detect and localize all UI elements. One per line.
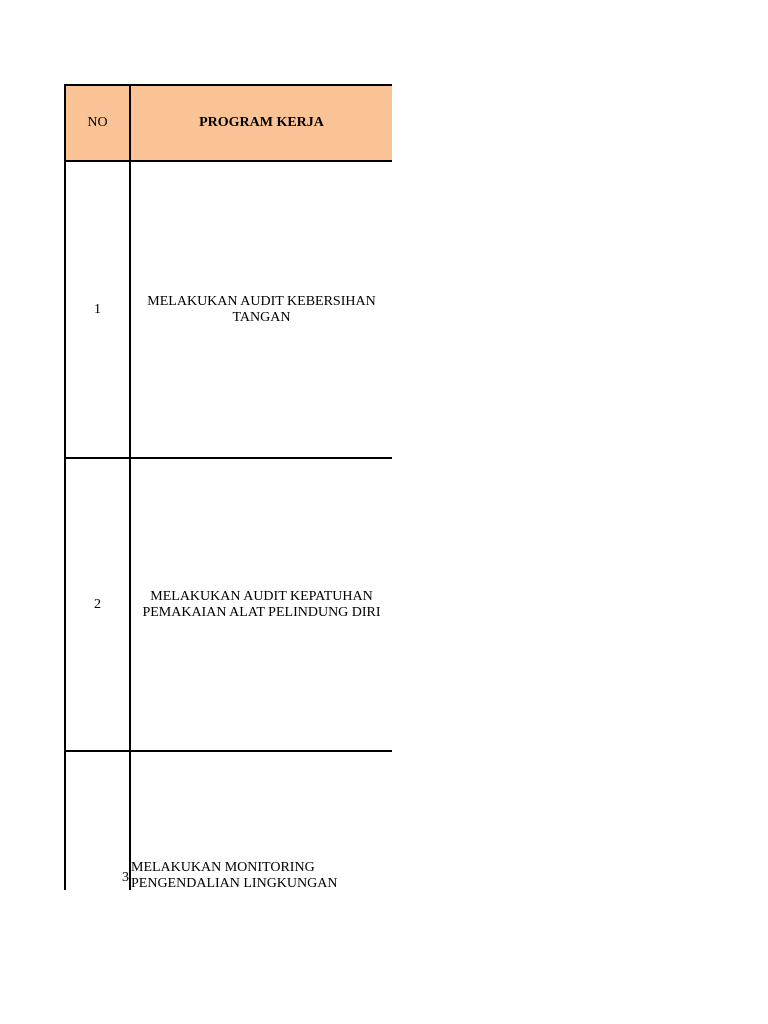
program-text: MELAKUKAN AUDIT KEBERSIHAN TANGAN: [147, 293, 376, 325]
spreadsheet-page: [64, 84, 392, 890]
table-header-row: [65, 85, 392, 161]
program-text: MELAKUKAN AUDIT KEPATUHAN PEMAKAIAN ALAT PELINDUNG DIRI: [142, 588, 381, 620]
column-header-no: NO: [65, 85, 130, 161]
row-number: 2: [65, 458, 130, 751]
table-row: [65, 161, 392, 458]
program-cell: [130, 751, 392, 890]
program-cell: [130, 161, 392, 458]
work-program-table: [64, 84, 392, 890]
table-row: [65, 458, 392, 751]
row-number: 1: [65, 161, 130, 458]
program-cell: [130, 458, 392, 751]
row-number-cell: [65, 751, 130, 890]
program-text: MELAKUKAN MONITORING PENGENDALIAN LINGKUNGAN: [131, 860, 338, 890]
column-header-program: PROGRAM KERJA: [130, 85, 392, 161]
row-number: 3: [122, 870, 129, 885]
table-row: [65, 751, 392, 890]
